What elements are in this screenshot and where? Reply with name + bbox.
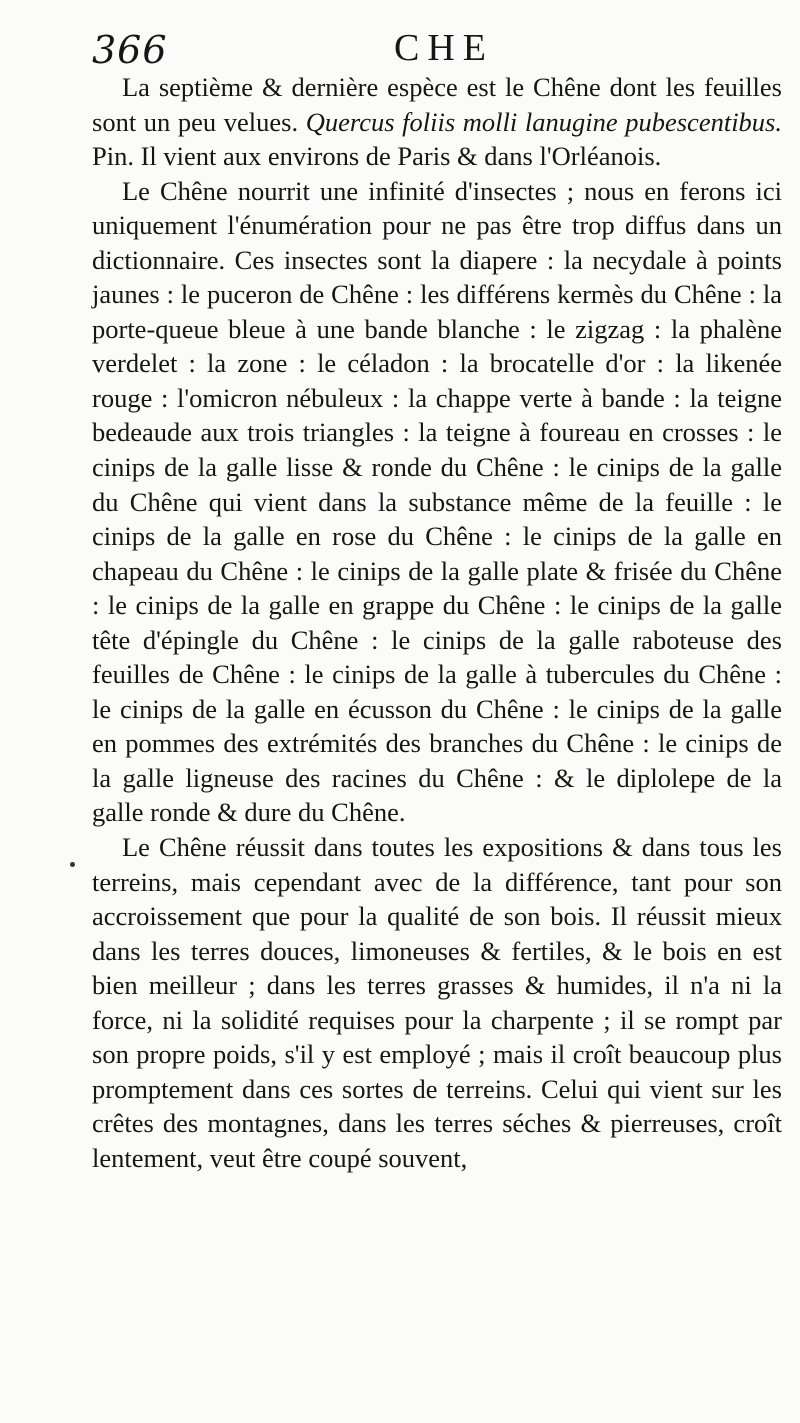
paragraph-cultivation: Le Chêne réussit dans toutes les expositions & dans tous les terreins, mais cependant avec de la différence, tant pour son accroissement que pour la qualité de son bois. Il réussit mieux dans les terres douces, limoneuses & fertiles, & le bois en est bien meilleur ; dans les terres grasses & humides, il n'a ni la force, ni la solidité requises pour la charpente ; il se rompt par son propre poids, s'il y est employé ; mais il croît beaucoup plus promptement dans ces sortes de terreins. Celui qui vient sur les crêtes des montagnes, dans les terres séches & pierreuses, croît lentement, veut être coupé souvent, bbox=[92, 832, 782, 1173]
page-header bbox=[92, 26, 792, 72]
body-text bbox=[92, 70, 782, 1176]
running-head: CHE bbox=[394, 27, 494, 69]
paragraph-insects: Le Chêne nourrit une infinité d'insectes ; nous en ferons ici uniquement l'énumération pour ne pas être trop diffus dans un dictionnaire. Ces insectes sont la diapere : la necydale à points jaunes : le puceron de Chêne : les différens kermès du Chêne : la porte-queue bleue à une bande blanche : le zigzag : la phalène verdelet : la zone : le céladon : la brocatelle d'or : la likenée rouge : l'omicron nébuleux : la chappe verte à bande : la teigne bedeaude aux trois triangles : la teigne à foureau en crosses : le cinips de la galle lisse & ronde du Chêne : le cinips de la galle du Chêne qui vient dans la substance même de la feuille : le cinips de la galle en rose du Chêne : le cinips de la galle en chapeau du Chêne : le cinips de la galle plate & frisée du Chêne : le cinips de la galle en grappe du Chêne : le cinips de la galle tête d'épingle du Chêne : le cinips de la galle raboteuse des feuilles de Chêne : le cinips de la galle à tubercules du Chêne : le cinips de la galle en écusson du Chêne : le cinips de la galle en pommes des extrémités des branches du Chêne : le cinips de la galle ligneuse des racines du Chêne : & le diplolepe de la galle ronde & dure du Chêne. bbox=[92, 175, 782, 828]
paragraph-species-text-start: La septième & dernière espèce est le Chêne dont les feuilles sont un peu velues. bbox=[92, 72, 782, 137]
paragraph-species bbox=[92, 70, 782, 174]
latin-name: Quercus foliis molli lanugine pubescentibus. bbox=[305, 106, 782, 137]
page-number: 366 bbox=[92, 28, 168, 72]
margin-dot bbox=[70, 862, 75, 867]
paragraph-species-text-end: Pin. Il vient aux environs de Paris & dans l'Orléanois. bbox=[92, 141, 662, 172]
